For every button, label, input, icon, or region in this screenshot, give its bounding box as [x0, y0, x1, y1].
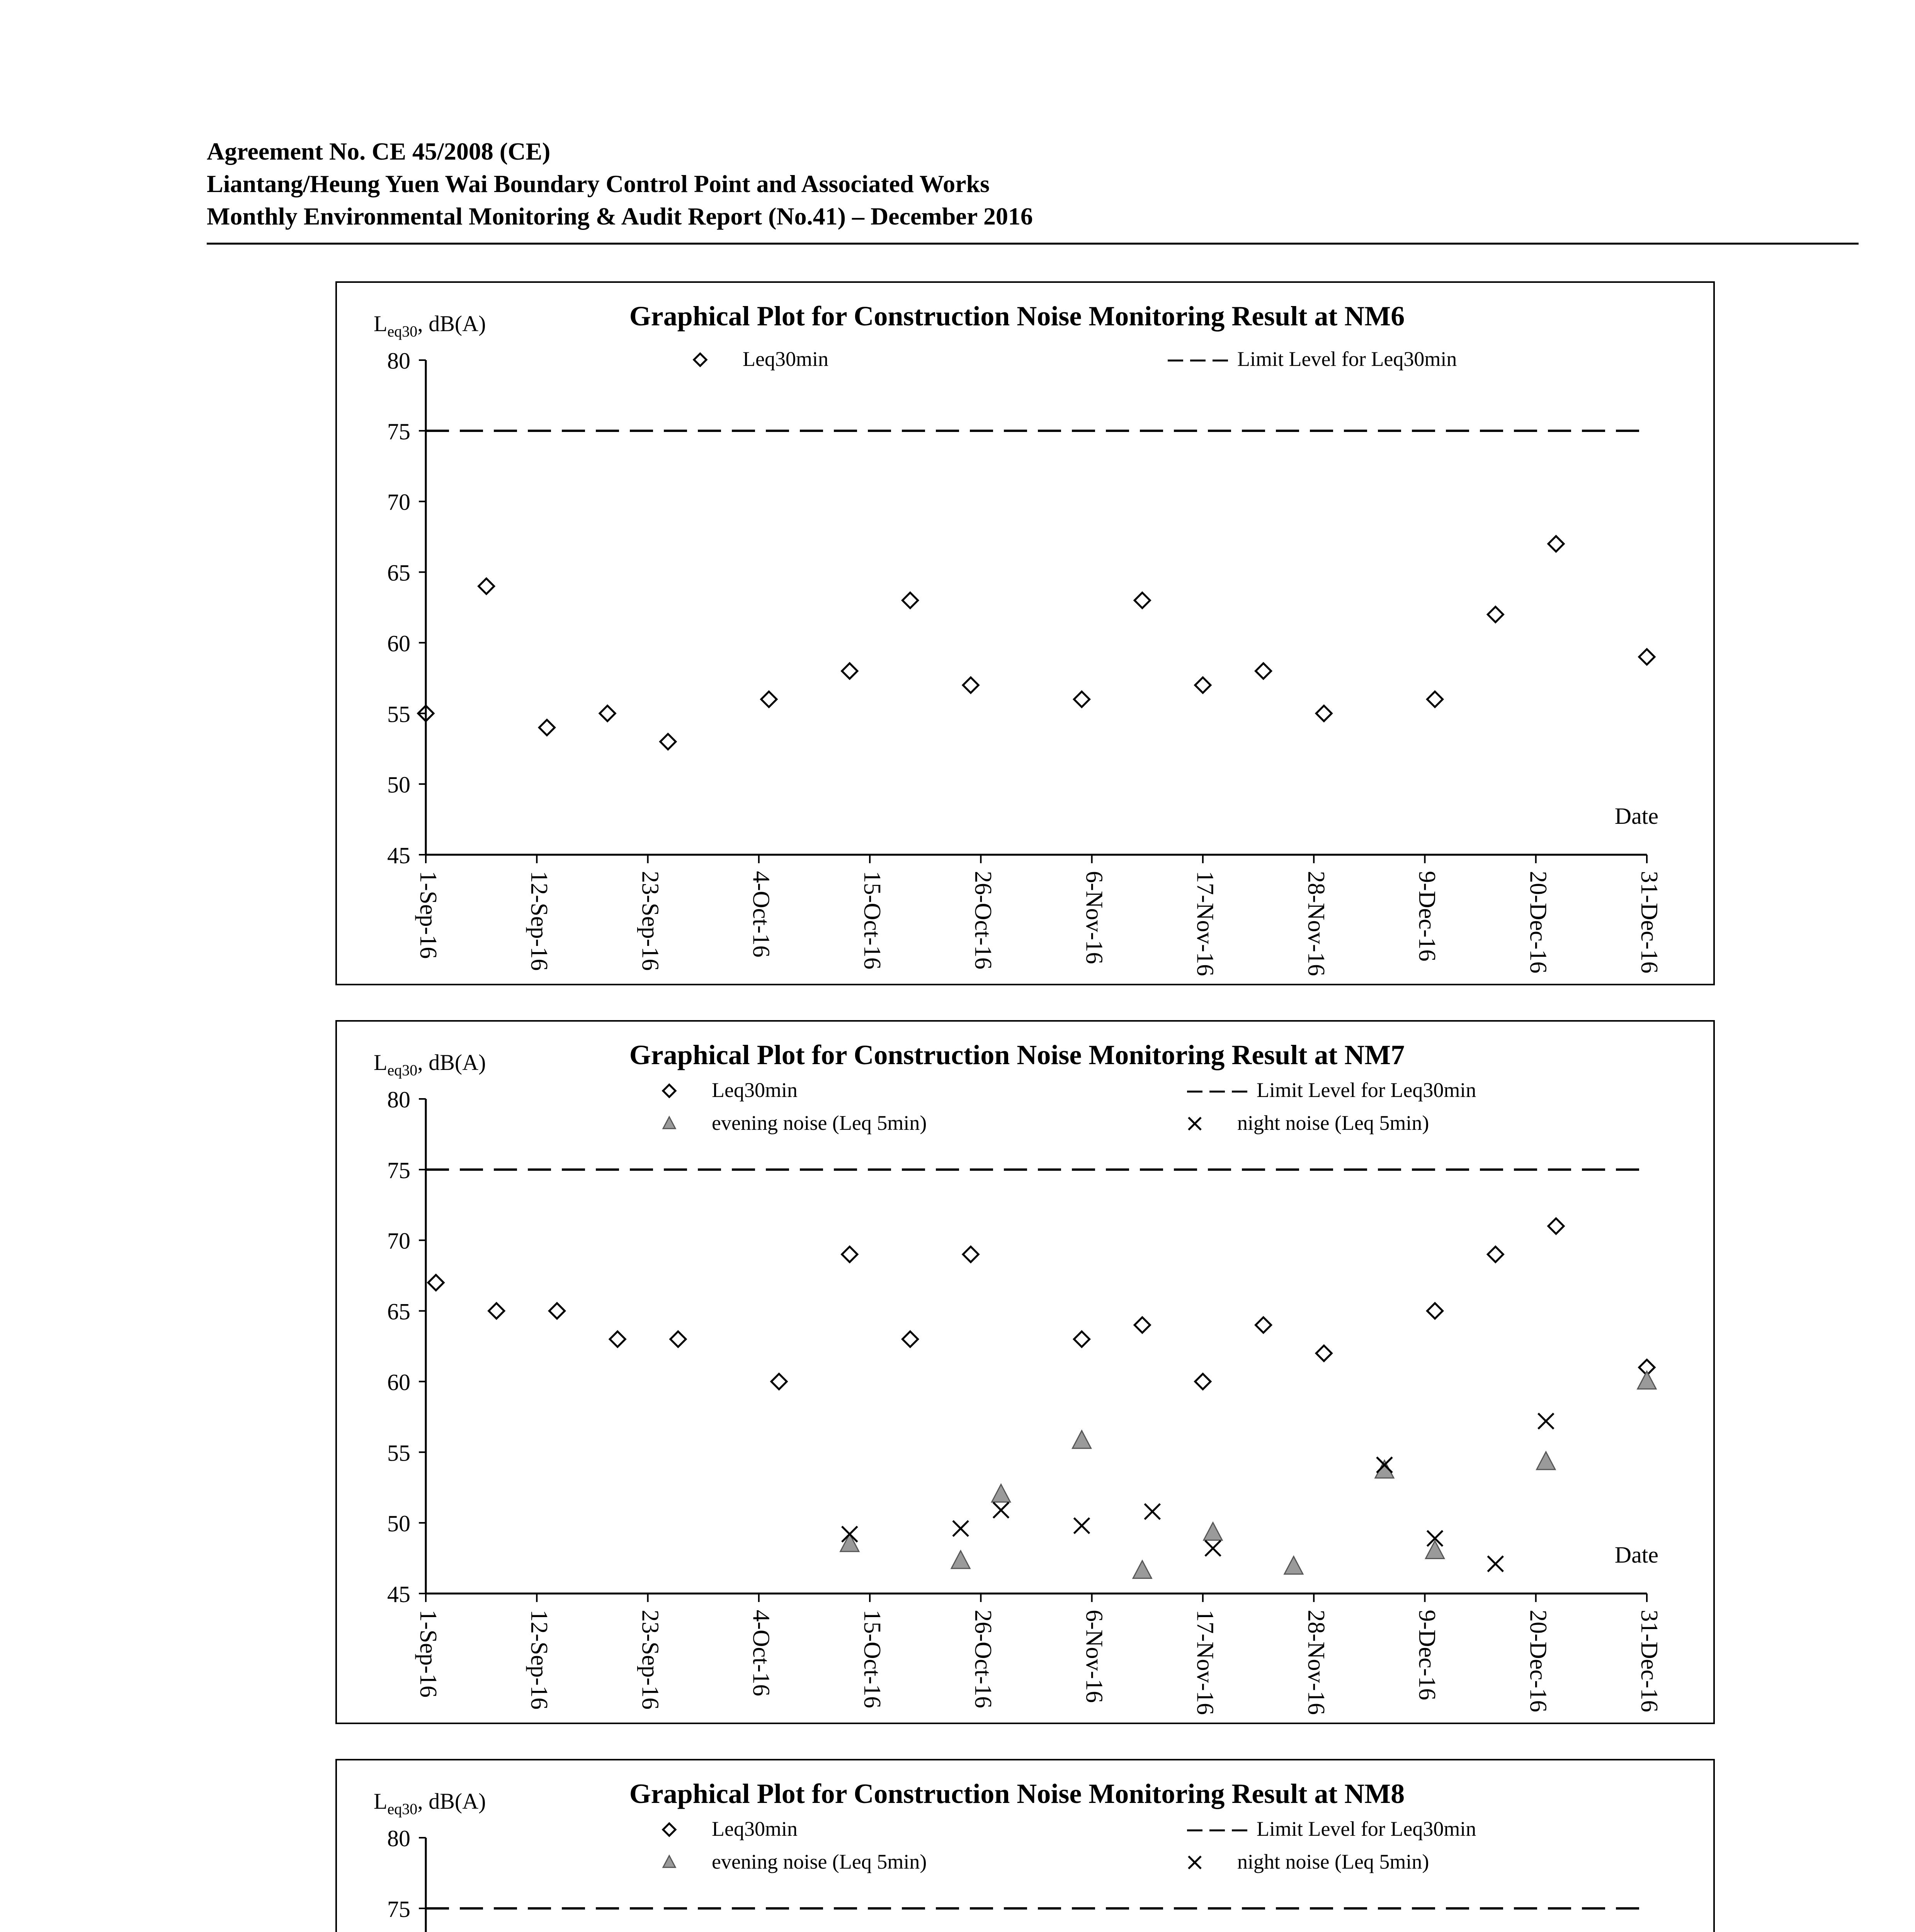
y-tick-label: 50: [387, 772, 410, 798]
x-tick-label: 9-Dec-16: [1414, 871, 1441, 962]
legend-limit-label: Limit Level for Leq30min: [1257, 1817, 1476, 1840]
leq30-point: [1488, 1247, 1503, 1262]
leq30-point: [842, 1247, 857, 1262]
series-leq30: [418, 536, 1655, 749]
y-tick-label: 65: [387, 1299, 410, 1325]
chart-title: Graphical Plot for Construction Noise Monitoring Result at NM8: [629, 1778, 1405, 1809]
y-tick-label: 55: [387, 1440, 410, 1466]
leq30-point: [1427, 692, 1443, 707]
legend-night-swatch: [1189, 1117, 1201, 1130]
y-axis-label: $L_{eq30}$, dB(A): [374, 1789, 486, 1818]
leq30-point: [610, 1332, 625, 1347]
report-header: [207, 135, 1868, 233]
x-tick-label: 12-Sep-16: [526, 871, 553, 971]
night-point: [1074, 1518, 1090, 1533]
night-point: [1488, 1556, 1503, 1571]
legend-leq30-label: Leq30min: [712, 1078, 798, 1102]
x-tick-label: 26-Oct-16: [970, 1610, 997, 1708]
y-axis-label-subscript: eq30: [387, 1800, 418, 1818]
x-tick-label: 28-Nov-16: [1303, 871, 1329, 976]
chart-nm6: [335, 281, 1715, 985]
leq30-point: [903, 593, 918, 608]
x-tick-label: 4-Oct-16: [748, 871, 774, 957]
x-tick-label: 31-Dec-16: [1636, 1610, 1662, 1713]
project-name: Liantang/Heung Yuen Wai Boundary Control Point and Associated Works: [207, 170, 990, 197]
legend: [663, 1078, 1476, 1134]
legend-evening-label: evening noise (Leq 5min): [712, 1850, 927, 1873]
leq30-point: [549, 1303, 565, 1319]
legend-leq30-swatch: [694, 354, 706, 366]
legend-evening-swatch: [663, 1855, 675, 1867]
y-tick-label: 55: [387, 701, 410, 727]
y-tick-label: 70: [387, 1228, 410, 1254]
chart-nm7: [335, 1020, 1715, 1724]
series-evening: [840, 1371, 1656, 1578]
leq30-point: [1195, 1374, 1211, 1389]
y-tick-label: 65: [387, 560, 410, 586]
night-point: [953, 1521, 968, 1536]
x-tick-label: 17-Nov-16: [1192, 871, 1218, 976]
leq30-point: [539, 720, 554, 735]
evening-point: [1133, 1561, 1151, 1578]
y-axis-label-subscript: eq30: [387, 323, 418, 340]
y-tick-label: 80: [387, 348, 410, 374]
chart-title: Graphical Plot for Construction Noise Monitoring Result at NM7: [629, 1039, 1405, 1070]
x-tick-label: 1-Sep-16: [415, 1610, 441, 1698]
leq30-point: [1548, 536, 1564, 551]
legend-evening-label: evening noise (Leq 5min): [712, 1111, 927, 1134]
x-tick-label: 1-Sep-16: [415, 871, 441, 959]
header-rule: [207, 243, 1859, 245]
leq30-point: [600, 706, 615, 721]
leq30-point: [489, 1303, 504, 1319]
leq30-point: [428, 1275, 444, 1290]
y-tick-label: 60: [387, 631, 410, 656]
report-title: Monthly Environmental Monitoring & Audit Report (No.41) – December 2016: [207, 202, 1033, 230]
legend-leq30-swatch: [663, 1823, 675, 1836]
leq30-point: [1256, 1317, 1271, 1333]
legend: [663, 1817, 1476, 1873]
leq30-point: [670, 1332, 686, 1347]
y-axis-label: $L_{eq30}$, dB(A): [374, 311, 486, 340]
chart-nm8-svg: [337, 1760, 1713, 1932]
y-tick-label: 45: [387, 1582, 410, 1607]
leq30-point: [761, 692, 777, 707]
y-tick-label: 75: [387, 1157, 410, 1183]
evening-point: [1537, 1452, 1555, 1469]
x-tick-label: 15-Oct-16: [859, 871, 885, 969]
series-night: [842, 1413, 1554, 1571]
x-tick-label: 4-Oct-16: [748, 1610, 774, 1696]
y-tick-label: 75: [387, 418, 410, 444]
chart-title: Graphical Plot for Construction Noise Monitoring Result at NM6: [629, 301, 1405, 332]
legend-leq30-swatch: [663, 1085, 675, 1097]
x-tick-label: 20-Dec-16: [1525, 1610, 1551, 1713]
y-axis-label-unit: , dB(A): [417, 311, 486, 336]
leq30-point: [903, 1332, 918, 1347]
evening-point: [840, 1534, 859, 1552]
x-tick-label: 26-Oct-16: [970, 871, 997, 969]
evening-point: [951, 1551, 970, 1568]
legend-leq30-label: Leq30min: [743, 347, 828, 371]
leq30-point: [963, 1247, 978, 1262]
x-tick-label: 20-Dec-16: [1525, 871, 1551, 974]
leq30-point: [479, 578, 494, 594]
x-tick-label: 23-Sep-16: [637, 871, 663, 971]
x-tick-label: 12-Sep-16: [526, 1610, 553, 1710]
x-tick-label: 6-Nov-16: [1081, 871, 1107, 964]
x-tick-label: 15-Oct-16: [859, 1610, 885, 1708]
x-tick-label: 17-Nov-16: [1192, 1610, 1218, 1715]
y-tick-label: 45: [387, 843, 410, 868]
x-axis-title: Date: [1614, 1542, 1658, 1568]
leq30-point: [842, 663, 857, 679]
leq30-point: [1074, 1332, 1090, 1347]
night-point: [1145, 1504, 1160, 1519]
leq30-point: [1195, 677, 1211, 693]
evening-point: [1284, 1556, 1303, 1574]
night-point: [1538, 1413, 1554, 1429]
legend: [694, 347, 1457, 371]
night-point: [993, 1502, 1009, 1518]
leq30-point: [1074, 692, 1090, 707]
legend-night-label: night noise (Leq 5min): [1237, 1850, 1429, 1873]
y-axis-label-subscript: eq30: [387, 1061, 418, 1079]
y-axis-label-unit: , dB(A): [417, 1789, 486, 1814]
chart-nm7-svg: [337, 1022, 1713, 1723]
x-tick-label: 23-Sep-16: [637, 1610, 663, 1710]
evening-point: [992, 1485, 1010, 1502]
legend-limit-label: Limit Level for Leq30min: [1257, 1078, 1476, 1102]
chart-nm8: [335, 1759, 1715, 1932]
leq30-point: [1134, 593, 1150, 608]
leq30-point: [660, 734, 676, 749]
x-tick-label: 31-Dec-16: [1636, 871, 1662, 974]
leq30-point: [771, 1374, 787, 1389]
y-tick-label: 75: [387, 1896, 410, 1922]
legend-limit-label: Limit Level for Leq30min: [1237, 347, 1457, 371]
y-tick-label: 50: [387, 1511, 410, 1537]
evening-point: [1204, 1522, 1222, 1540]
legend-night-label: night noise (Leq 5min): [1237, 1111, 1429, 1134]
leq30-point: [1256, 663, 1271, 679]
series-leq30: [428, 1218, 1655, 1389]
y-axis-label: $L_{eq30}$, dB(A): [374, 1050, 486, 1079]
x-tick-label: 28-Nov-16: [1303, 1610, 1329, 1715]
evening-point: [1638, 1371, 1656, 1389]
leq30-point: [1639, 649, 1655, 665]
leq30-point: [1488, 607, 1503, 622]
leq30-point: [1427, 1303, 1443, 1319]
legend-evening-swatch: [663, 1117, 675, 1128]
y-axis-label-unit: , dB(A): [417, 1050, 486, 1075]
chart-nm6-svg: [337, 283, 1713, 984]
x-tick-label: 6-Nov-16: [1081, 1610, 1107, 1703]
evening-point: [1375, 1460, 1394, 1478]
legend-leq30-label: Leq30min: [712, 1817, 798, 1840]
x-tick-label: 9-Dec-16: [1414, 1610, 1441, 1701]
y-tick-label: 80: [387, 1826, 410, 1851]
leq30-point: [1316, 706, 1332, 721]
x-axis-title: Date: [1614, 803, 1658, 829]
y-tick-label: 70: [387, 489, 410, 515]
agreement-number: Agreement No. CE 45/2008 (CE): [207, 138, 551, 165]
legend-night-swatch: [1189, 1856, 1201, 1869]
y-tick-label: 80: [387, 1087, 410, 1112]
leq30-point: [1316, 1345, 1332, 1361]
leq30-point: [1548, 1218, 1564, 1234]
y-tick-label: 60: [387, 1369, 410, 1395]
leq30-point: [963, 677, 978, 693]
night-point: [1205, 1541, 1221, 1556]
leq30-point: [1134, 1317, 1150, 1333]
evening-point: [1073, 1431, 1091, 1449]
